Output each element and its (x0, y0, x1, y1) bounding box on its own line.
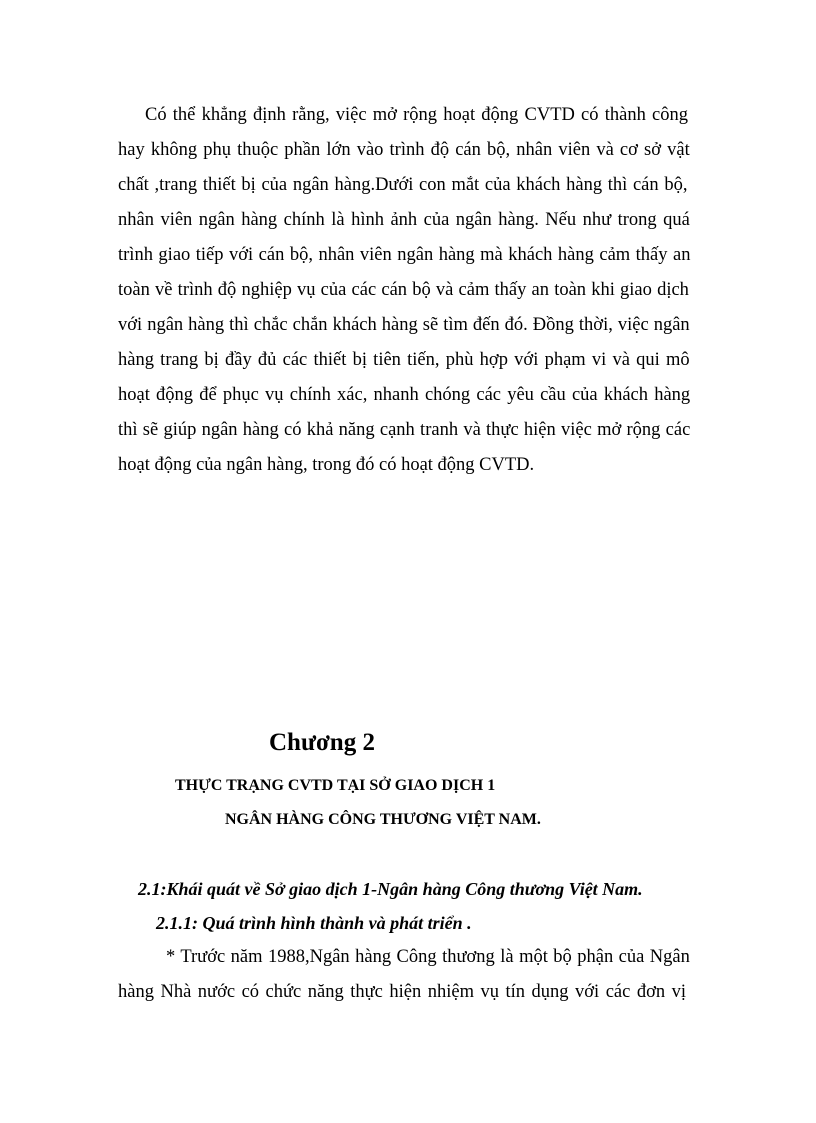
paragraph-line: hoạt động để phục vụ chính xác, nhanh chóng các yêu cầu của khách hàng (118, 385, 691, 405)
chapter-subtitle-line-1: THỰC TRẠNG CVTD TẠI SỞ GIAO DỊCH 1 (175, 777, 496, 794)
paragraph-line: toàn về trình độ nghiệp vụ của các cán bộ và cảm thấy an toàn khi giao dịch (118, 280, 689, 300)
paragraph-line: hay không phụ thuộc phần lớn vào trình độ cán bộ, nhân viên và cơ sở vật (118, 140, 690, 160)
paragraph-line: thì sẽ giúp ngân hàng có khả năng cạnh tranh và thực hiện việc mở rộng các (118, 420, 691, 440)
paragraph-line: * Trước năm 1988,Ngân hàng Công thương là một bộ phận của Ngân (166, 947, 690, 967)
paragraph-line: nhân viên ngân hàng chính là hình ảnh của ngân hàng. Nếu như trong quá (118, 210, 690, 230)
paragraph-line: hàng Nhà nước có chức năng thực hiện nhiệm vụ tín dụng với các đơn vị (118, 982, 687, 1002)
paragraph-line: Có thể khẳng định rằng, việc mở rộng hoạt động CVTD có thành công (145, 105, 688, 125)
section-heading-2-1-1: 2.1.1: Quá trình hình thành và phát triển . (156, 913, 472, 933)
chapter-subtitle-line-2: NGÂN HÀNG CÔNG THƯƠNG VIỆT NAM. (225, 811, 541, 828)
section-heading-2-1: 2.1:Khái quát về Sở giao dịch 1-Ngân hàng Công thương Việt Nam. (138, 879, 643, 899)
chapter-title: Chương 2 (269, 729, 375, 756)
paragraph-line: hàng trang bị đầy đủ các thiết bị tiên tiến, phù hợp với phạm vi và qui mô (118, 350, 690, 370)
paragraph-line: với ngân hàng thì chắc chắn khách hàng sẽ tìm đến đó. Đồng thời, việc ngân (118, 315, 690, 335)
paragraph-line: hoạt động của ngân hàng, trong đó có hoạt động CVTD. (118, 455, 535, 475)
paragraph-line: trình giao tiếp với cán bộ, nhân viên ngân hàng mà khách hàng cảm thấy an (118, 245, 691, 265)
paragraph-line: chất ,trang thiết bị của ngân hàng.Dưới con mắt của khách hàng thì cán bộ, (118, 175, 688, 195)
